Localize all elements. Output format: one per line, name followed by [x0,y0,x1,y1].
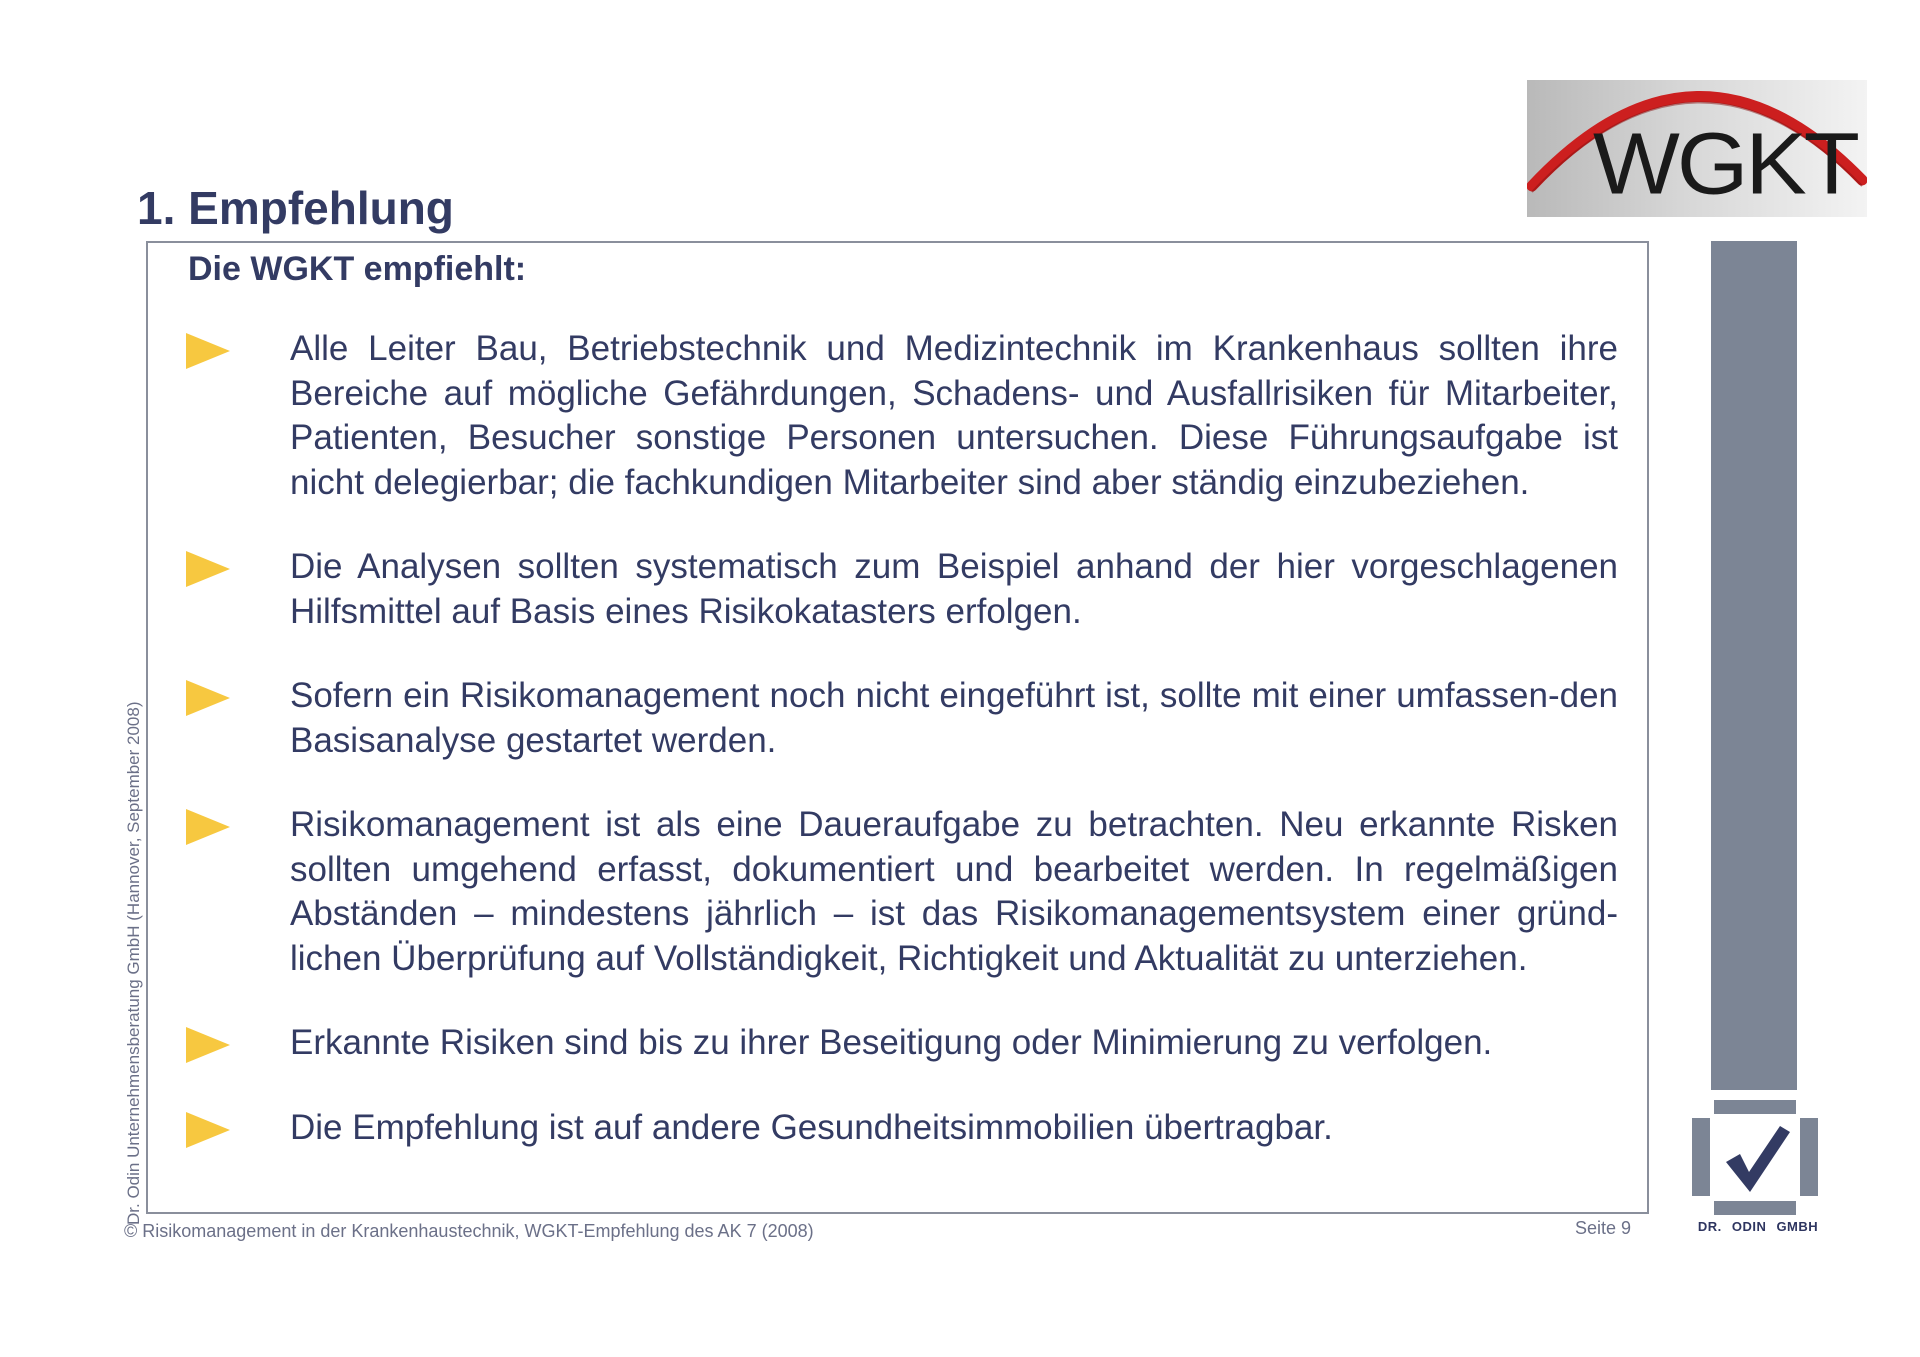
checkmark-icon [1692,1100,1818,1216]
footer-text: © Risikomanagement in der Krankenhaustechnik, WGKT-Empfehlung des AK 7 (2008) [124,1221,814,1241]
triangle-bullet-icon [186,551,230,587]
brand-name: DR. ODIN GMBH [1697,1219,1819,1234]
page-title: 1. Empfehlung [137,182,454,234]
triangle-bullet-icon [186,333,230,369]
subtitle: Die WGKT empfiehlt: [188,250,527,288]
triangle-bullet-icon [186,1027,230,1063]
triangle-bullet-icon [186,1112,230,1148]
bullet-text: Die Empfehlung ist auf andere Gesundheitsimmobilien übertragbar. [290,1108,1333,1147]
triangle-bullet-icon [186,809,230,845]
page-number: Seite 9 [1575,1218,1632,1238]
triangle-bullet-icon [186,680,230,716]
copyright-vertical: Dr. Odin Unternehmensberatung GmbH (Hannover, September 2008) [124,701,143,1225]
side-bar [1711,241,1797,1090]
bullet-text: Sofern ein Risikomanagement noch nicht eingeführt ist, sollte mit einer umfassen-den Basisanalyse gestartet werden. [290,676,1618,760]
bullet-text: Risikomanagement ist als eine Daueraufgabe zu betrachten. Neu erkannte Risken sollten umgehend erfasst, dokumentiert und bearbeitet werden. In regelmäßigen Abständen – mindestens jährlich – ist das Risikomanagementsystem einer gründ-lichen Überprüfung auf Vollständigkeit, Richtigkeit und Aktualität zu unterziehen. [290,805,1618,978]
content-box [146,241,1649,1214]
logo-text: WGKT [1593,115,1857,213]
bullet-text: Alle Leiter Bau, Betriebstechnik und Medizintechnik im Krankenhaus sollten ihre Bereiche auf mögliche Gefährdungen, Schadens- und Ausfallrisiken für Mitarbeiter, Patienten, Besucher sonstige Personen untersuchen. Diese Führungsaufgabe ist nicht delegierbar; die fachkundigen Mitarbeiter sind aber ständig einzubeziehen. [290,329,1618,502]
bullet-text: Erkannte Risiken sind bis zu ihrer Beseitigung oder Minimierung zu verfolgen. [290,1023,1493,1062]
wgkt-logo [1527,80,1867,217]
bullet-text: Die Analysen sollten systematisch zum Beispiel anhand der hier vorgeschlagenen Hilfsmittel auf Basis eines Risikokatasters erfolgen. [290,547,1618,631]
